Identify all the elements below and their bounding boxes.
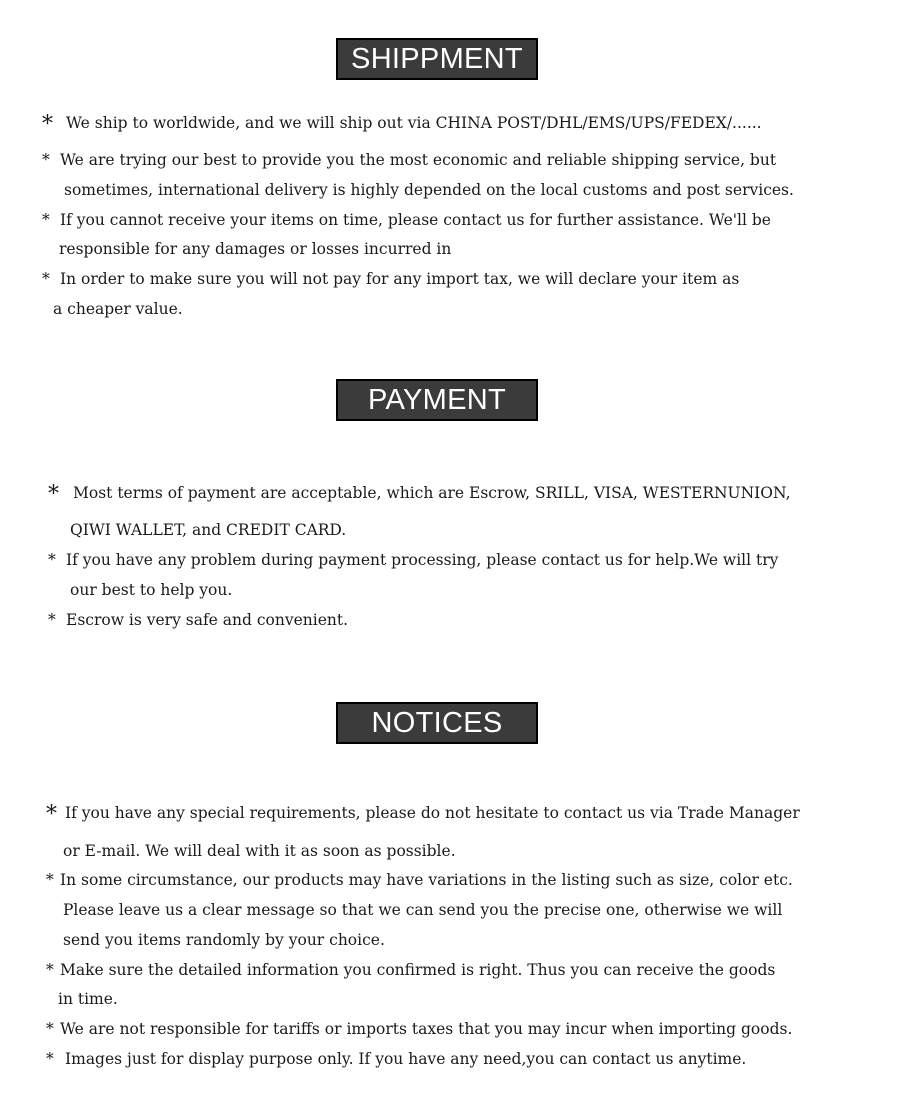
list-item bbox=[48, 610, 348, 630]
list-item bbox=[42, 150, 776, 170]
list-item-text: Images just for display purpose only. If you have any need,you can contact us anytime. bbox=[65, 1050, 747, 1068]
list-item-text: Make sure the detailed information you confirmed is right. Thus you can receive the goods bbox=[60, 961, 776, 979]
list-item-text: We ship to worldwide, and we will ship out via CHINA POST/DHL/EMS/UPS/FEDEX/...... bbox=[66, 114, 762, 132]
list-item-text: responsible for any damages or losses incurred in bbox=[59, 240, 452, 258]
list-item-text: our best to help you. bbox=[70, 581, 233, 599]
list-item bbox=[46, 1019, 792, 1039]
bullet-asterisk: * bbox=[46, 871, 54, 889]
bullet-asterisk: * bbox=[46, 802, 57, 827]
bullet-asterisk: * bbox=[46, 1020, 54, 1038]
bullet-asterisk: * bbox=[48, 482, 59, 507]
list-item bbox=[42, 269, 739, 289]
bullet-asterisk: * bbox=[42, 151, 50, 169]
list-item-text: send you items randomly by your choice. bbox=[63, 931, 385, 949]
list-item-text: In some circumstance, our products may have variations in the listing such as size, color etc. bbox=[60, 871, 793, 889]
section-title-notices: NOTICES bbox=[336, 702, 538, 744]
list-item-text: sometimes, international delivery is highly depended on the local customs and post services. bbox=[64, 181, 794, 199]
list-item bbox=[46, 870, 793, 890]
list-item bbox=[42, 113, 762, 135]
list-item-text: a cheaper value. bbox=[53, 300, 183, 318]
list-item-text: in time. bbox=[58, 990, 118, 1008]
list-item bbox=[48, 483, 791, 505]
list-item bbox=[46, 1049, 746, 1069]
list-item bbox=[48, 550, 778, 570]
bullet-asterisk: * bbox=[46, 1050, 54, 1068]
bullet-asterisk: * bbox=[42, 112, 53, 137]
list-item-text: If you have any special requirements, please do not hesitate to contact us via Trade Manager bbox=[65, 804, 800, 822]
section-title-shippment: SHIPPMENT bbox=[336, 38, 538, 80]
bullet-asterisk: * bbox=[46, 961, 54, 979]
list-item bbox=[46, 803, 800, 825]
bullet-asterisk: * bbox=[42, 211, 50, 229]
list-item-text: Please leave us a clear message so that we can send you the precise one, otherwise we will bbox=[63, 901, 783, 919]
list-item-text: In order to make sure you will not pay for any import tax, we will declare your item as bbox=[60, 270, 740, 288]
list-item-text: QIWI WALLET, and CREDIT CARD. bbox=[70, 521, 347, 539]
list-item-text: We are not responsible for tariffs or imports taxes that you may incur when importing goods. bbox=[60, 1020, 793, 1038]
list-item bbox=[42, 210, 771, 230]
list-item-text: or E-mail. We will deal with it as soon as possible. bbox=[63, 842, 456, 860]
list-item-text: Escrow is very safe and convenient. bbox=[66, 611, 349, 629]
list-item-text: We are trying our best to provide you the most economic and reliable shipping service, but bbox=[60, 151, 777, 169]
bullet-asterisk: * bbox=[48, 611, 56, 629]
list-item-text: If you cannot receive your items on time, please contact us for further assistance. We'll be bbox=[60, 211, 771, 229]
list-item bbox=[46, 960, 775, 980]
list-item-text: If you have any problem during payment processing, please contact us for help.We will try bbox=[66, 551, 779, 569]
section-title-payment: PAYMENT bbox=[336, 379, 538, 421]
bullet-asterisk: * bbox=[48, 551, 56, 569]
bullet-asterisk: * bbox=[42, 270, 50, 288]
list-item-text: Most terms of payment are acceptable, which are Escrow, SRILL, VISA, WESTERNUNION, bbox=[73, 484, 791, 502]
